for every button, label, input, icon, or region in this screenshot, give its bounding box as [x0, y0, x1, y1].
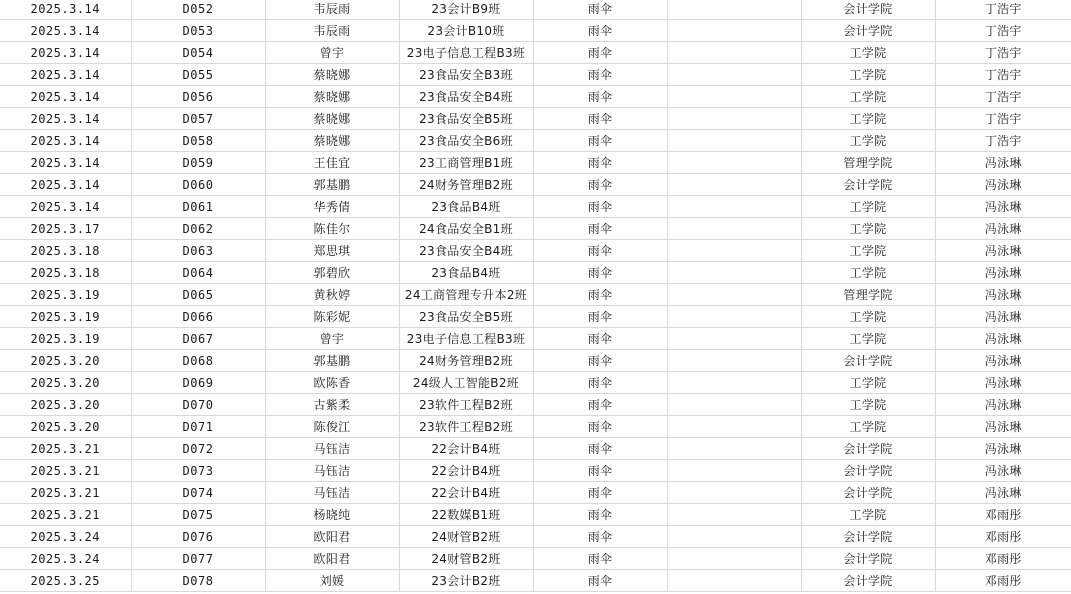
cell-item[interactable]: 雨伞: [533, 218, 667, 240]
cell-college[interactable]: 会计学院: [801, 570, 935, 592]
table-row: [0, 504, 1071, 526]
cell-name[interactable]: 郭基鹏: [265, 174, 399, 196]
cell-code[interactable]: D061: [131, 196, 265, 218]
cell-class[interactable]: 23会计B10班: [399, 20, 533, 42]
cell-handler[interactable]: 冯泳琳: [935, 240, 1071, 262]
cell-code[interactable]: D053: [131, 20, 265, 42]
cell-class[interactable]: 23食品安全B6班: [399, 130, 533, 152]
cell-code[interactable]: D074: [131, 482, 265, 504]
cell-note[interactable]: [667, 438, 801, 460]
cell-college[interactable]: 工学院: [801, 504, 935, 526]
cell-handler[interactable]: 丁浩宇: [935, 108, 1071, 130]
cell-item[interactable]: 雨伞: [533, 86, 667, 108]
cell-date[interactable]: 2025.3.14: [0, 64, 131, 86]
cell-handler[interactable]: 冯泳琳: [935, 218, 1071, 240]
cell-name[interactable]: 马钰洁: [265, 438, 399, 460]
cell-item[interactable]: 雨伞: [533, 130, 667, 152]
cell-handler[interactable]: 冯泳琳: [935, 482, 1071, 504]
cell-code[interactable]: D059: [131, 152, 265, 174]
table-row: [0, 130, 1071, 152]
cell-name[interactable]: 郭碧欣: [265, 262, 399, 284]
cell-handler[interactable]: 冯泳琳: [935, 350, 1071, 372]
cell-college[interactable]: 工学院: [801, 262, 935, 284]
cell-class[interactable]: 22会计B4班: [399, 460, 533, 482]
cell-date[interactable]: 2025.3.20: [0, 394, 131, 416]
cell-note[interactable]: [667, 218, 801, 240]
cell-date[interactable]: 2025.3.14: [0, 174, 131, 196]
cell-name[interactable]: 华秀倩: [265, 196, 399, 218]
table-row: [0, 416, 1071, 438]
cell-name[interactable]: 古紫柔: [265, 394, 399, 416]
cell-code[interactable]: D060: [131, 174, 265, 196]
cell-handler[interactable]: 丁浩宇: [935, 64, 1071, 86]
cell-date[interactable]: 2025.3.14: [0, 108, 131, 130]
cell-name[interactable]: 韦辰雨: [265, 0, 399, 20]
cell-item[interactable]: 雨伞: [533, 262, 667, 284]
cell-handler[interactable]: 丁浩宇: [935, 0, 1071, 20]
cell-code[interactable]: D064: [131, 262, 265, 284]
cell-note[interactable]: [667, 196, 801, 218]
cell-date[interactable]: 2025.3.18: [0, 262, 131, 284]
table-row: [0, 284, 1071, 306]
cell-name[interactable]: 马钰洁: [265, 482, 399, 504]
cell-name[interactable]: 黄秋婷: [265, 284, 399, 306]
cell-name[interactable]: 蔡晓娜: [265, 130, 399, 152]
cell-college[interactable]: 管理学院: [801, 284, 935, 306]
cell-class[interactable]: 23食品安全B5班: [399, 108, 533, 130]
table-row: [0, 152, 1071, 174]
cell-class[interactable]: 23软件工程B2班: [399, 416, 533, 438]
table-row: [0, 64, 1071, 86]
cell-handler[interactable]: 丁浩宇: [935, 130, 1071, 152]
cell-handler[interactable]: 冯泳琳: [935, 328, 1071, 350]
cell-note[interactable]: [667, 372, 801, 394]
cell-name[interactable]: 杨晓纯: [265, 504, 399, 526]
cell-note[interactable]: [667, 570, 801, 592]
cell-date[interactable]: 2025.3.24: [0, 548, 131, 570]
cell-handler[interactable]: 冯泳琳: [935, 152, 1071, 174]
table-row: [0, 526, 1071, 548]
cell-note[interactable]: [667, 460, 801, 482]
cell-code[interactable]: D052: [131, 0, 265, 20]
cell-item[interactable]: 雨伞: [533, 548, 667, 570]
table-row: [0, 548, 1071, 570]
cell-handler[interactable]: 冯泳琳: [935, 438, 1071, 460]
cell-handler[interactable]: 邓雨彤: [935, 526, 1071, 548]
cell-code[interactable]: D076: [131, 526, 265, 548]
cell-name[interactable]: 陈佳尔: [265, 218, 399, 240]
cell-item[interactable]: 雨伞: [533, 416, 667, 438]
cell-class[interactable]: 23食品安全B4班: [399, 86, 533, 108]
cell-note[interactable]: [667, 130, 801, 152]
cell-college[interactable]: 会计学院: [801, 0, 935, 20]
cell-note[interactable]: [667, 0, 801, 20]
cell-date[interactable]: 2025.3.14: [0, 0, 131, 20]
cell-class[interactable]: 22数媒B1班: [399, 504, 533, 526]
cell-name[interactable]: 曾宇: [265, 328, 399, 350]
cell-class[interactable]: 23食品安全B4班: [399, 240, 533, 262]
cell-handler[interactable]: 邓雨彤: [935, 504, 1071, 526]
cell-code[interactable]: D070: [131, 394, 265, 416]
cell-note[interactable]: [667, 416, 801, 438]
cell-college[interactable]: 工学院: [801, 218, 935, 240]
table-row: [0, 218, 1071, 240]
cell-date[interactable]: 2025.3.14: [0, 196, 131, 218]
table-row: [0, 350, 1071, 372]
cell-item[interactable]: 雨伞: [533, 350, 667, 372]
cell-date[interactable]: 2025.3.24: [0, 526, 131, 548]
cell-name[interactable]: 蔡晓娜: [265, 64, 399, 86]
cell-class[interactable]: 24财务管理B2班: [399, 350, 533, 372]
cell-college[interactable]: 会计学院: [801, 174, 935, 196]
cell-name[interactable]: 郑思琪: [265, 240, 399, 262]
cell-code[interactable]: D078: [131, 570, 265, 592]
cell-date[interactable]: 2025.3.21: [0, 460, 131, 482]
cell-note[interactable]: [667, 174, 801, 196]
cell-note[interactable]: [667, 64, 801, 86]
cell-handler[interactable]: 冯泳琳: [935, 372, 1071, 394]
cell-item[interactable]: 雨伞: [533, 438, 667, 460]
table-row: [0, 108, 1071, 130]
cell-item[interactable]: 雨伞: [533, 152, 667, 174]
cell-class[interactable]: 22会计B4班: [399, 438, 533, 460]
cell-handler[interactable]: 冯泳琳: [935, 416, 1071, 438]
cell-code[interactable]: D075: [131, 504, 265, 526]
cell-item[interactable]: 雨伞: [533, 526, 667, 548]
cell-date[interactable]: 2025.3.19: [0, 306, 131, 328]
cell-date[interactable]: 2025.3.20: [0, 416, 131, 438]
cell-handler[interactable]: 丁浩宇: [935, 86, 1071, 108]
cell-date[interactable]: 2025.3.14: [0, 20, 131, 42]
cell-college[interactable]: 管理学院: [801, 152, 935, 174]
cell-note[interactable]: [667, 482, 801, 504]
cell-college[interactable]: 工学院: [801, 108, 935, 130]
cell-note[interactable]: [667, 284, 801, 306]
cell-class[interactable]: 23工商管理B1班: [399, 152, 533, 174]
cell-class[interactable]: 23软件工程B2班: [399, 394, 533, 416]
cell-code[interactable]: D066: [131, 306, 265, 328]
table-row: [0, 262, 1071, 284]
table-row: [0, 482, 1071, 504]
cell-handler[interactable]: 冯泳琳: [935, 196, 1071, 218]
cell-item[interactable]: 雨伞: [533, 504, 667, 526]
cell-code[interactable]: D068: [131, 350, 265, 372]
cell-item[interactable]: 雨伞: [533, 64, 667, 86]
cell-note[interactable]: [667, 526, 801, 548]
cell-class[interactable]: 24工商管理专升本2班: [399, 284, 533, 306]
cell-name[interactable]: 陈彩妮: [265, 306, 399, 328]
cell-code[interactable]: D077: [131, 548, 265, 570]
table-row: [0, 460, 1071, 482]
cell-note[interactable]: [667, 548, 801, 570]
cell-college[interactable]: 工学院: [801, 240, 935, 262]
cell-code[interactable]: D073: [131, 460, 265, 482]
cell-name[interactable]: 陈俊江: [265, 416, 399, 438]
cell-date[interactable]: 2025.3.25: [0, 570, 131, 592]
cell-note[interactable]: [667, 504, 801, 526]
cell-college[interactable]: 工学院: [801, 394, 935, 416]
cell-note[interactable]: [667, 328, 801, 350]
cell-college[interactable]: 工学院: [801, 130, 935, 152]
cell-class[interactable]: 22会计B4班: [399, 482, 533, 504]
cell-name[interactable]: 郭基鹏: [265, 350, 399, 372]
table-row: [0, 20, 1071, 42]
cell-handler[interactable]: 冯泳琳: [935, 306, 1071, 328]
cell-college[interactable]: 会计学院: [801, 482, 935, 504]
cell-item[interactable]: 雨伞: [533, 482, 667, 504]
table-row: [0, 42, 1071, 64]
cell-class[interactable]: 23会计B2班: [399, 570, 533, 592]
cell-college[interactable]: 会计学院: [801, 350, 935, 372]
cell-class[interactable]: 23食品安全B5班: [399, 306, 533, 328]
cell-name[interactable]: 曾宇: [265, 42, 399, 64]
cell-date[interactable]: 2025.3.14: [0, 42, 131, 64]
cell-college[interactable]: 工学院: [801, 196, 935, 218]
table-row: [0, 0, 1071, 20]
cell-handler[interactable]: 邓雨彤: [935, 570, 1071, 592]
cell-class[interactable]: 24财务管理B2班: [399, 174, 533, 196]
cell-class[interactable]: 23食品B4班: [399, 196, 533, 218]
cell-note[interactable]: [667, 240, 801, 262]
cell-handler[interactable]: 冯泳琳: [935, 394, 1071, 416]
cell-code[interactable]: D062: [131, 218, 265, 240]
cell-college[interactable]: 工学院: [801, 372, 935, 394]
cell-note[interactable]: [667, 42, 801, 64]
cell-name[interactable]: 欧陈香: [265, 372, 399, 394]
cell-college[interactable]: 会计学院: [801, 438, 935, 460]
cell-date[interactable]: 2025.3.14: [0, 86, 131, 108]
table-row: [0, 438, 1071, 460]
cell-code[interactable]: D058: [131, 130, 265, 152]
cell-class[interactable]: 23会计B9班: [399, 0, 533, 20]
cell-date[interactable]: 2025.3.20: [0, 350, 131, 372]
cell-college[interactable]: 会计学院: [801, 548, 935, 570]
cell-handler[interactable]: 丁浩宇: [935, 20, 1071, 42]
table-row: [0, 240, 1071, 262]
cell-college[interactable]: 会计学院: [801, 20, 935, 42]
cell-class[interactable]: 23食品安全B3班: [399, 64, 533, 86]
cell-code[interactable]: D069: [131, 372, 265, 394]
table-row: [0, 570, 1071, 592]
cell-date[interactable]: 2025.3.14: [0, 130, 131, 152]
cell-name[interactable]: 欧阳君: [265, 548, 399, 570]
cell-class[interactable]: 24食品安全B1班: [399, 218, 533, 240]
cell-handler[interactable]: 丁浩宇: [935, 42, 1071, 64]
table-row: [0, 306, 1071, 328]
cell-date[interactable]: 2025.3.17: [0, 218, 131, 240]
cell-class[interactable]: 23电子信息工程B3班: [399, 328, 533, 350]
cell-item[interactable]: 雨伞: [533, 108, 667, 130]
table-row: [0, 394, 1071, 416]
cell-note[interactable]: [667, 20, 801, 42]
cell-item[interactable]: 雨伞: [533, 394, 667, 416]
cell-code[interactable]: D067: [131, 328, 265, 350]
cell-name[interactable]: 欧阳君: [265, 526, 399, 548]
cell-item[interactable]: 雨伞: [533, 20, 667, 42]
cell-name[interactable]: 韦辰雨: [265, 20, 399, 42]
cell-class[interactable]: 24财管B2班: [399, 548, 533, 570]
table-row: [0, 86, 1071, 108]
cell-code[interactable]: D065: [131, 284, 265, 306]
table-row: [0, 372, 1071, 394]
cell-class[interactable]: 24财管B2班: [399, 526, 533, 548]
cell-date[interactable]: 2025.3.18: [0, 240, 131, 262]
cell-note[interactable]: [667, 350, 801, 372]
cell-name[interactable]: 蔡晓娜: [265, 108, 399, 130]
cell-item[interactable]: 雨伞: [533, 196, 667, 218]
cell-handler[interactable]: 冯泳琳: [935, 460, 1071, 482]
cell-date[interactable]: 2025.3.20: [0, 372, 131, 394]
cell-date[interactable]: 2025.3.21: [0, 438, 131, 460]
cell-class[interactable]: 24级人工智能B2班: [399, 372, 533, 394]
cell-item[interactable]: 雨伞: [533, 0, 667, 20]
cell-item[interactable]: 雨伞: [533, 328, 667, 350]
cell-date[interactable]: 2025.3.21: [0, 504, 131, 526]
cell-name[interactable]: 刘媛: [265, 570, 399, 592]
cell-handler[interactable]: 冯泳琳: [935, 284, 1071, 306]
cell-note[interactable]: [667, 152, 801, 174]
cell-date[interactable]: 2025.3.19: [0, 328, 131, 350]
cell-item[interactable]: 雨伞: [533, 240, 667, 262]
cell-name[interactable]: 蔡晓娜: [265, 86, 399, 108]
table-row: [0, 328, 1071, 350]
cell-name[interactable]: 王佳宜: [265, 152, 399, 174]
cell-item[interactable]: 雨伞: [533, 42, 667, 64]
cell-item[interactable]: 雨伞: [533, 306, 667, 328]
cell-item[interactable]: 雨伞: [533, 284, 667, 306]
cell-handler[interactable]: 冯泳琳: [935, 174, 1071, 196]
cell-code[interactable]: D071: [131, 416, 265, 438]
cell-college[interactable]: 会计学院: [801, 460, 935, 482]
cell-code[interactable]: D055: [131, 64, 265, 86]
cell-item[interactable]: 雨伞: [533, 372, 667, 394]
cell-college[interactable]: 工学院: [801, 416, 935, 438]
cell-code[interactable]: D054: [131, 42, 265, 64]
cell-item[interactable]: 雨伞: [533, 460, 667, 482]
table-row: [0, 196, 1071, 218]
cell-note[interactable]: [667, 394, 801, 416]
cell-code[interactable]: D057: [131, 108, 265, 130]
cell-college[interactable]: 工学院: [801, 328, 935, 350]
cell-handler[interactable]: 邓雨彤: [935, 548, 1071, 570]
cell-college[interactable]: 会计学院: [801, 526, 935, 548]
cell-date[interactable]: 2025.3.14: [0, 152, 131, 174]
cell-college[interactable]: 工学院: [801, 42, 935, 64]
cell-note[interactable]: [667, 86, 801, 108]
table-row: [0, 174, 1071, 196]
cell-college[interactable]: 工学院: [801, 64, 935, 86]
cell-note[interactable]: [667, 306, 801, 328]
cell-class[interactable]: 23电子信息工程B3班: [399, 42, 533, 64]
cell-note[interactable]: [667, 108, 801, 130]
cell-code[interactable]: D056: [131, 86, 265, 108]
cell-date[interactable]: 2025.3.21: [0, 482, 131, 504]
cell-code[interactable]: D072: [131, 438, 265, 460]
cell-date[interactable]: 2025.3.19: [0, 284, 131, 306]
cell-code[interactable]: D063: [131, 240, 265, 262]
cell-note[interactable]: [667, 262, 801, 284]
cell-handler[interactable]: 冯泳琳: [935, 262, 1071, 284]
cell-college[interactable]: 工学院: [801, 86, 935, 108]
cell-item[interactable]: 雨伞: [533, 570, 667, 592]
cell-item[interactable]: 雨伞: [533, 174, 667, 196]
cell-name[interactable]: 马钰洁: [265, 460, 399, 482]
cell-class[interactable]: 23食品B4班: [399, 262, 533, 284]
cell-college[interactable]: 工学院: [801, 306, 935, 328]
